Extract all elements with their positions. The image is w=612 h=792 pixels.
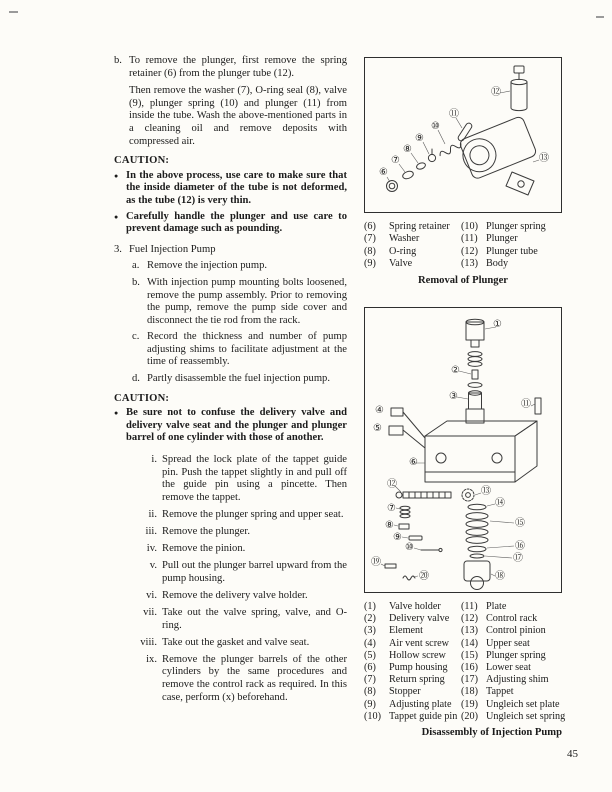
part-name: Plate (486, 601, 507, 613)
injection-pump-diagram (365, 308, 561, 592)
parts-column-right (461, 221, 562, 271)
part-entry (461, 711, 565, 723)
step-label: vii. (143, 606, 157, 618)
caution-item (114, 170, 347, 208)
parts-column-left (364, 221, 461, 271)
caution-title: CAUTION: (114, 392, 170, 404)
part-entry (461, 650, 565, 662)
step-text: Record the thickness and number of pump adjusting shims to facilitate adjustment at the time of reassembly. (147, 331, 347, 368)
step-text: Remove the plunger. (162, 526, 250, 537)
figure2-callout-6: ⑥ (409, 457, 418, 469)
part-number: (7) (364, 233, 376, 245)
part-name: Adjusting shim (486, 674, 549, 686)
figure2-callout-10: ⑩ (405, 542, 414, 554)
part-number: (13) (461, 258, 478, 270)
figure2-parts-list (364, 601, 566, 723)
part-name: Delivery valve (389, 613, 450, 625)
step-text: Remove the plunger barrels of the other cylinders by the same procedures and remove the control rack as required. In this case, perform (x) beforehand. (162, 653, 347, 703)
plunger-removal-diagram (365, 58, 561, 212)
part-number: (7) (364, 674, 376, 686)
part-number: (10) (364, 710, 381, 722)
part-name: Ungleich set spring (486, 710, 566, 722)
part-name: Air vent screw (389, 637, 449, 649)
part-entry (364, 258, 461, 270)
figure1-callout-8: ⑧ (403, 144, 412, 155)
step-label: v. (149, 560, 157, 572)
part-entry (461, 246, 562, 258)
part-entry (364, 711, 461, 723)
caution-block-1 (114, 155, 347, 236)
figure2-callout-18: ⑱ (495, 571, 505, 583)
figure1-callout-13: ⑬ (539, 153, 549, 164)
step-text: Take out the valve spring, valve, and O-ring. (162, 606, 347, 631)
part-entry (364, 246, 461, 258)
figure2-callout-5: ⑤ (373, 423, 382, 435)
instructions-column (114, 55, 347, 709)
scan-artifact (596, 16, 604, 18)
figure-disassembly-of-injection-pump (364, 307, 562, 593)
scan-artifact (9, 11, 18, 13)
step-iv (134, 543, 347, 556)
part-entry (461, 233, 562, 245)
part-entry (364, 233, 461, 245)
step-vi (134, 590, 347, 603)
figure2-callout-13: ⑬ (481, 486, 491, 498)
part-name: Pump housing (389, 662, 448, 674)
step-i (134, 454, 347, 504)
figure1-callout-7: ⑦ (391, 155, 400, 166)
step-text: Take out the gasket and valve seat. (162, 636, 310, 648)
figure2-callout-1: ① (493, 319, 502, 331)
part-number: (19) (461, 698, 478, 710)
figure1-callout-12: ⑫ (491, 87, 501, 98)
step-ii (134, 509, 347, 522)
part-number: (2) (364, 613, 376, 625)
figure2-callout-15: ⑮ (515, 518, 525, 530)
step-c (132, 331, 347, 369)
figure2-callout-14: ⑭ (495, 498, 505, 510)
figure2-callout-9: ⑨ (393, 532, 402, 544)
section-title: Fuel Injection Pump (129, 243, 216, 255)
part-name: Valve holder (389, 601, 441, 613)
caution-text: Be sure not to confuse the delivery valve and delivery valve seat and the plunger and plunger barrel of one cylinder with those of another. (126, 407, 347, 444)
step-b-plunger-removal (114, 55, 347, 148)
part-entry (461, 613, 565, 625)
figure2-callout-17: ⑰ (513, 553, 523, 565)
step-v (134, 560, 347, 585)
step-text: With injection pump mounting bolts loosened, remove the pump assembly. Prior to removing the pump, remove the pump side cover and disconnect the tie rod from the rack. (147, 276, 347, 326)
part-number: (6) (364, 662, 376, 674)
part-number: (3) (364, 625, 376, 637)
figure1-callout-9: ⑨ (415, 133, 424, 144)
part-name: Adjusting plate (389, 698, 452, 710)
step-label: b. (114, 55, 122, 66)
part-name: Spring retainer (389, 221, 450, 232)
figure1-callout-11: ⑪ (449, 109, 459, 120)
part-name: Stopper (389, 686, 421, 698)
part-name: Washer (389, 233, 420, 245)
part-name: Plunger spring (486, 649, 546, 661)
step-a (132, 260, 347, 273)
figure2-callout-4: ④ (375, 405, 384, 417)
part-number: (15) (461, 649, 478, 661)
step-label: c. (132, 331, 140, 343)
step-label: b. (132, 276, 140, 288)
part-name: Element (389, 625, 423, 637)
step-label: i. (151, 454, 157, 466)
part-name: Plunger spring (486, 221, 546, 232)
step-iii (134, 526, 347, 539)
part-number: (10) (461, 221, 478, 232)
steps-a-to-d (114, 260, 347, 385)
step-label: d. (132, 373, 140, 385)
figure2-callout-2: ② (451, 365, 460, 377)
part-number: (8) (364, 245, 376, 257)
part-number: (1) (364, 601, 376, 613)
step-text: Remove the pinion. (162, 543, 246, 555)
step-text: Remove the delivery valve holder. (162, 589, 308, 601)
part-name: Hollow screw (389, 649, 446, 661)
figure1-parts-list (364, 221, 562, 271)
figure-removal-of-plunger (364, 57, 562, 213)
part-entry (364, 638, 461, 650)
step-label: a. (132, 260, 140, 272)
parts-column-left (364, 601, 461, 723)
part-number: (13) (461, 625, 478, 637)
part-entry (461, 258, 562, 270)
step-label: iv. (146, 543, 157, 555)
figure2-callout-19: ⑲ (371, 557, 381, 569)
part-entry (461, 638, 565, 650)
part-number: (14) (461, 637, 478, 649)
steps-i-to-ix (114, 454, 347, 704)
step-text: Partly disassemble the fuel injection pump. (147, 373, 331, 385)
part-name: Lower seat (486, 662, 531, 674)
figure2-callout-7: ⑦ (387, 503, 396, 515)
part-name: Valve (389, 258, 413, 270)
part-number: (18) (461, 686, 478, 698)
caution-text: Carefully handle the plunger and use care to prevent damage such as pounding. (126, 210, 347, 235)
figure1-callout-6: ⑥ (379, 167, 388, 178)
figure2-callout-8: ⑧ (385, 520, 394, 532)
part-entry (461, 699, 565, 711)
step-label: ix. (146, 653, 157, 665)
step-b-para1: To remove the plunger, first remove the spring retainer (6) from the plunger tube (12). (129, 55, 347, 79)
part-entry (364, 674, 461, 686)
part-name: Plunger (486, 233, 518, 245)
caution-item (114, 407, 347, 445)
part-entry (461, 686, 565, 698)
step-viii (134, 637, 347, 650)
step-vii (134, 607, 347, 632)
part-entry (364, 699, 461, 711)
part-entry (364, 686, 461, 698)
figure2-callout-11: ⑪ (521, 399, 531, 411)
part-name: Control pinion (486, 625, 546, 637)
step-b-para2: Then remove the washer (7), O-ring seal (8), valve (9), plunger spring (10) and plunger (11) from inside the tube. Wash the above-mentioned parts in a cleaning oil and remove deposits with compressed air. (129, 85, 347, 147)
bullet-icon: ● (114, 409, 119, 418)
part-name: Body (486, 258, 509, 270)
figures-column (364, 57, 566, 739)
figure1-caption: Removal of Plunger (417, 274, 509, 286)
part-number: (5) (364, 649, 376, 661)
part-number: (6) (364, 221, 376, 232)
step-text: Pull out the plunger barrel upward from the pump housing. (162, 560, 347, 584)
caution-title: CAUTION: (114, 155, 170, 167)
part-number: (11) (461, 601, 478, 613)
part-entry (461, 662, 565, 674)
part-entry (364, 625, 461, 637)
part-number: (9) (364, 258, 376, 270)
part-name: Control rack (486, 613, 538, 625)
figure2-callout-12: ⑫ (387, 479, 397, 491)
part-number: (11) (461, 233, 478, 245)
parts-column-right (461, 601, 565, 723)
section-3-heading (114, 244, 347, 257)
part-name: Return spring (389, 674, 445, 686)
step-d (132, 373, 347, 386)
step-label: ii. (148, 508, 157, 520)
part-entry (364, 662, 461, 674)
part-entry (364, 221, 461, 233)
part-entry (364, 601, 461, 613)
page-number: 45 (567, 748, 578, 760)
bullet-icon: ● (114, 212, 119, 221)
figure2-caption: Disassembly of Injection Pump (421, 727, 562, 739)
step-label: iii. (145, 526, 157, 537)
part-number: (16) (461, 662, 478, 674)
part-entry (364, 613, 461, 625)
part-number: (17) (461, 674, 478, 686)
bullet-icon: ● (114, 171, 119, 180)
step-body (129, 55, 347, 148)
step-text: Remove the injection pump. (147, 260, 268, 272)
step-label: viii. (140, 636, 157, 648)
part-name: Ungleich set plate (486, 698, 560, 710)
part-number: (9) (364, 698, 376, 710)
figure2-callout-20: ⑳ (419, 571, 429, 583)
part-entry (461, 674, 565, 686)
part-number: (20) (461, 710, 478, 722)
part-entry (364, 650, 461, 662)
part-name: O-ring (389, 245, 417, 257)
part-name: Tappet (486, 686, 514, 698)
part-name: Upper seat (486, 637, 530, 649)
step-text: Remove the plunger spring and upper seat. (162, 508, 344, 520)
part-entry (461, 601, 565, 613)
caution-text: In the above process, use care to make sure that the inside diameter of the tube is not deformed, as the tube (12) is very thin. (126, 169, 347, 206)
figure2-callout-3: ③ (449, 391, 458, 403)
part-number: (8) (364, 686, 376, 698)
step-ix (134, 654, 347, 704)
part-entry (461, 625, 565, 637)
part-number: (4) (364, 637, 376, 649)
caution-item (114, 211, 347, 236)
figure2-callout-16: ⑯ (515, 541, 525, 553)
caution-block-2 (114, 393, 347, 445)
part-name: Tappet guide pin (389, 710, 458, 722)
part-name: Plunger tube (486, 245, 538, 257)
figure1-callout-10: ⑩ (431, 121, 440, 132)
step-b2 (132, 277, 347, 327)
step-label: vi. (146, 589, 157, 601)
section-number: 3. (114, 243, 122, 255)
part-entry (461, 221, 562, 233)
step-text: Spread the lock plate of the tappet guide pin. Push the tappet slightly in and pull off the guide pin using a pincette. Then remove the tappet. (162, 454, 347, 503)
part-number: (12) (461, 245, 478, 257)
part-number: (12) (461, 613, 478, 625)
